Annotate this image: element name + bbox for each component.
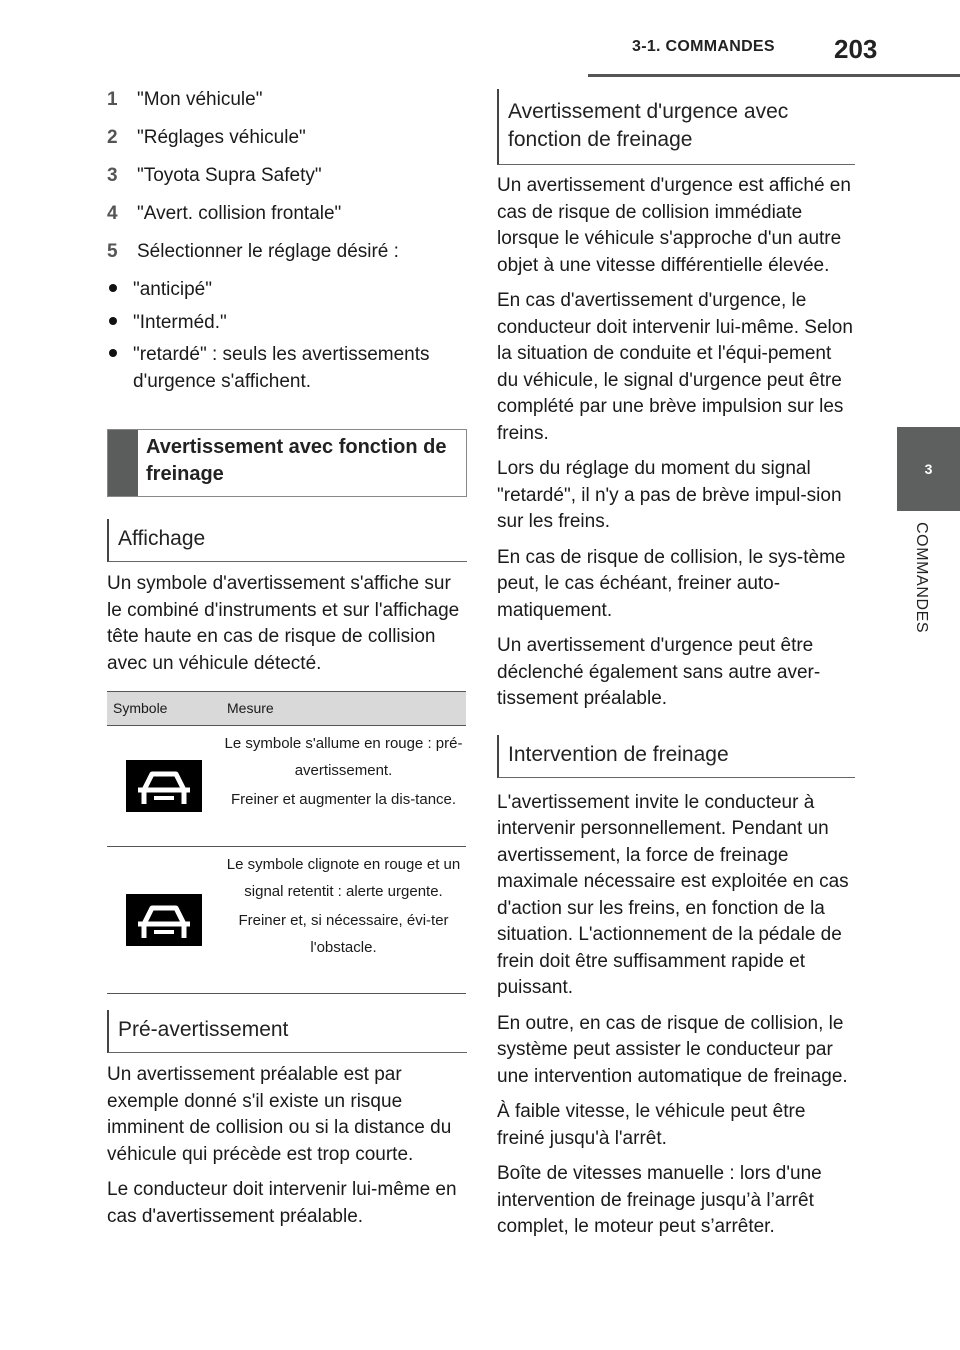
chapter-tab — [897, 427, 960, 511]
paragraph: Un avertissement préalable est par exemple donné s'il existe un risque imminent de collision ou si la distance du véhicule qui précède est trop courte. — [107, 1064, 452, 1165]
table-row — [107, 726, 466, 847]
measure-text: Freiner et augmenter la dis-tance. — [230, 791, 457, 808]
paragraph: Lors du réglage du moment du signal "retardé", il n'y a pas de brève impul-sion sur les freins. — [497, 458, 842, 532]
paragraph: Le conducteur doit intervenir lui-même en cas d'avertissement préalable. — [107, 1179, 457, 1227]
paragraph: Un symbole d'avertissement s'affiche sur le combiné d'instruments et sur l'affichage tête haute en cas de risque de collision avec un véhicule détecté. — [107, 573, 460, 674]
page-number: 203 — [834, 34, 878, 64]
header-divider — [588, 74, 960, 77]
step-number: 2 — [107, 127, 118, 148]
bullet-text: "retardé" : seuls les avertissements d'urgence s'affichent. — [133, 344, 430, 392]
step-text: Sélectionner le réglage désiré : — [137, 241, 399, 262]
left-column — [107, 87, 467, 1230]
step-number: 4 — [107, 203, 118, 224]
step-text: "Toyota Supra Safety" — [137, 165, 322, 186]
column-header-mesure: Mesure — [227, 700, 274, 717]
paragraph: En outre, en cas de risque de collision, le système peut assister le conducteur par une intervention automatique de freinage. — [497, 1012, 848, 1087]
step-text: "Mon véhicule" — [137, 89, 263, 110]
chapter-label: COMMANDES — [913, 522, 930, 634]
measure-text: Freiner et, si nécessaire, évi-ter l'obstacle. — [238, 912, 449, 956]
paragraph: Un avertissement d'urgence peut être déclenché également sans autre aver-tissement préalable. — [497, 635, 821, 709]
subheading-preavertissement: Pré-avertissement — [107, 1010, 467, 1053]
paragraph: En cas d'avertissement d'urgence, le conducteur doit intervenir lui-même. Selon la situation de conduite et l'équi-pement du véhicule, le signal d'urgence peut être complété par une brève impulsion sur les freins. — [497, 290, 853, 444]
subheading-intervention: Intervention de freinage — [497, 735, 855, 778]
bullet-item — [107, 342, 467, 395]
measure-cell — [221, 726, 466, 846]
step-item — [107, 239, 467, 266]
step-item — [107, 201, 467, 228]
step-number: 1 — [107, 89, 118, 110]
paragraph: À faible vitesse, le véhicule peut être freiné jusqu'à l'arrêt. — [497, 1101, 806, 1149]
paragraph: L'avertissement invite le conducteur à intervenir personnellement. Pendant un avertissement, la force de freinage maximale nécessaire est exploitée en cas d'action sur les freins, en fonction de la situation. L'actionnement de la pédale de frein doit être suffisamment rapide et puissant. — [497, 791, 849, 998]
measure-text: Le symbole s'allume en rouge : pré-avertissement. — [224, 735, 463, 779]
car-warning-icon — [126, 760, 202, 812]
table-header — [107, 691, 466, 726]
measure-cell — [221, 847, 466, 993]
subheading-affichage: Affichage — [107, 519, 467, 562]
section-header: 3-1. COMMANDES — [632, 38, 775, 55]
bullet-dot-icon — [109, 317, 117, 325]
car-warning-icon — [126, 894, 202, 946]
step-number: 3 — [107, 165, 118, 186]
bullet-dot-icon — [109, 284, 117, 292]
bullet-text: "Interméd." — [133, 311, 227, 333]
bullet-dot-icon — [109, 349, 117, 357]
table-row — [107, 847, 466, 994]
column-header-symbole: Symbole — [113, 700, 168, 717]
step-item — [107, 125, 467, 152]
measure-text: Le symbole clignote en rouge et un signal retentit : alerte urgente. — [226, 856, 461, 900]
symbol-cell — [107, 847, 221, 993]
section-heading-bar — [108, 430, 138, 496]
step-text: "Réglages véhicule" — [137, 127, 306, 148]
symbol-table — [107, 691, 466, 994]
step-item — [107, 87, 467, 114]
step-item — [107, 163, 467, 190]
step-number: 5 — [107, 241, 118, 262]
bullet-item — [107, 277, 467, 304]
step-text: "Avert. collision frontale" — [137, 203, 342, 224]
paragraph: En cas de risque de collision, le sys-tème peut, le cas échéant, freiner auto-matiquement. — [497, 546, 846, 621]
section-heading-box — [107, 429, 467, 497]
symbol-cell — [107, 726, 221, 846]
subheading-urgence: Avertissement d'urgence avec fonction de freinage — [497, 89, 855, 165]
paragraph: Boîte de vitesses manuelle : lors d'une intervention de freinage jusqu’à l’arrêt complet, le moteur peut s’arrêter. — [497, 1163, 822, 1237]
paragraph: Un avertissement d'urgence est affiché en cas de risque de collision immédiate lorsque le véhicule s'approche d'un autre objet à une vitesse différentielle élevée. — [497, 175, 851, 276]
right-column — [497, 89, 855, 1241]
bullet-text: "anticipé" — [133, 279, 212, 300]
section-heading: Avertissement avec fonction de freinage — [146, 436, 447, 485]
bullet-item — [107, 310, 467, 337]
chapter-number: 3 — [924, 461, 933, 477]
